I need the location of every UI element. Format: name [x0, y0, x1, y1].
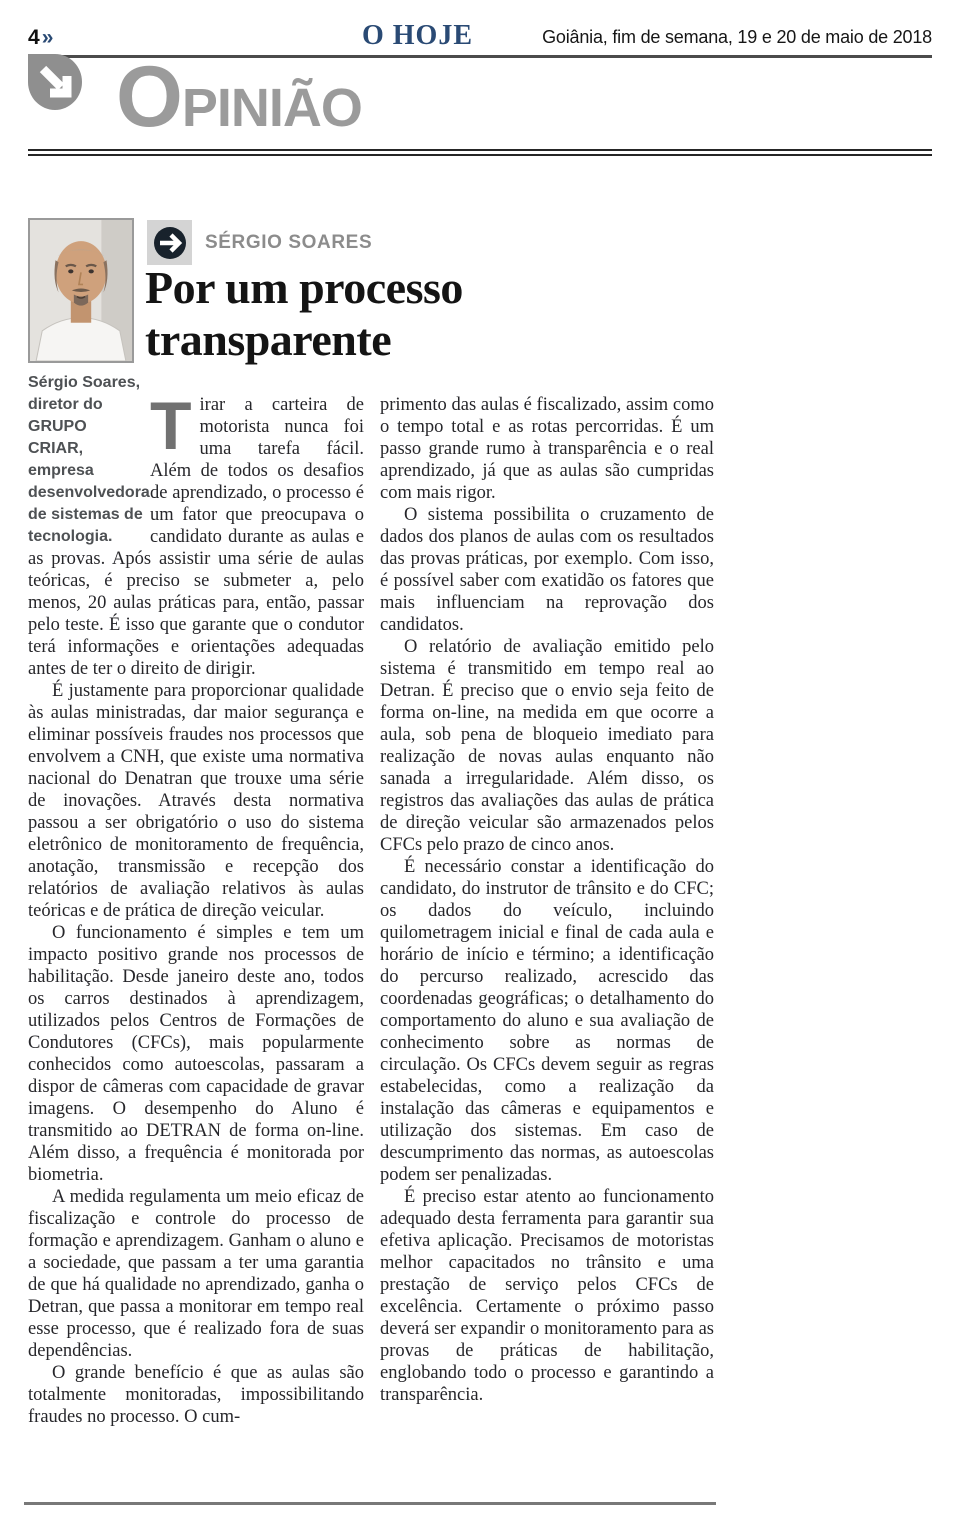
- photo-caption: Sérgio Soares, diretor do GRUPO CRIAR, empresa desenvolvedora de sistemas de tecnologia.: [28, 374, 150, 545]
- paragraph: irar a carteira de motorista nunca foi uma tarefa fácil. Além de todos os desafios de aprendizado, o processo é um fator que preocupava o candidato durante as aulas e as provas. Após assistir uma série de aulas teóricas, é preciso se submeter a, pelo menos, 20 aulas práticas para, então, passar pelo teste. É isso que garante que o condutor terá informações e orientações adequadas antes de ter o direito de dirigir.: [28, 395, 364, 679]
- section-double-rule: [28, 149, 932, 156]
- section-title: [116, 49, 362, 145]
- caption-wrap-spacer: [28, 394, 150, 546]
- section-title-rest: PINIÃO: [181, 78, 362, 138]
- drop-cap: T: [150, 388, 192, 464]
- body-column-right: [380, 394, 714, 1484]
- page-folio: [28, 26, 53, 50]
- page-number: 4: [28, 26, 40, 49]
- paragraph: É justamente para proporcionar qualidade às aulas ministradas, dar maior segurança e eliminar possíveis fraudes nos processos que envolvem a CNH, que existe uma normativa nacional do Denatran que trouxe uma série de inovações. Através desta normativa passou a ser obrigatório o uso do sistema eletrônico de monitoramento de frequência, anotação, transmissão e recepção dos relatórios de avaliação relativos às aulas teóricas e de prática de direção veicular.: [28, 681, 364, 921]
- byline: SÉRGIO SOARES: [205, 232, 373, 253]
- masthead-logo: O HOJE: [362, 20, 474, 51]
- section-arrow-icon: [28, 54, 82, 110]
- paragraph: O grande benefício é que as aulas são totalmente monitoradas, impossibilitando fraudes no processo. O cum-: [28, 1363, 364, 1427]
- paragraph: primento das aulas é fiscalizado, assim como o tempo total e as rotas percorridas. É um passo grande rumo à transparência e o real aprendizado, já que as aulas são cumpridas com mais rigor.: [380, 395, 714, 503]
- author-photo: [28, 218, 134, 363]
- section-title-initial: O: [116, 49, 182, 145]
- paragraph: O relatório de avaliação emitido pelo sistema é transmitido em tempo real ao Detran. É preciso que o envio seja feito de forma on-line, na medida em que ocorre a aula, sob pena de bloqueio imediato para realização de novas aulas enquanto não sanada a irregularidade. Além disso, os registros das avaliações das aulas de prática de direção veicular são armazenados pelos CFCs pelo prazo de cinco anos.: [380, 637, 714, 855]
- paragraph: O sistema possibilita o cruzamento de dados dos planos de aulas com os resultados das provas práticas, por exemplo. Com isso, é possível saber com exatidão os fatores que mais influenciam na reprovação dos candidatos.: [380, 505, 714, 635]
- article-title: Por um processo transparente: [145, 262, 463, 365]
- body-column-left: [28, 388, 364, 1484]
- paragraph: A medida regulamenta um meio eficaz de fiscalização e controle do processo de formação e aprendizagem. Ganham o aluno e a sociedade, que passam a ter uma garantia de que há qualidade no aprendizado, ganha o Detran, que passa a monitorar em tempo real esse processo, que é realizado fora de suas dependências.: [28, 1187, 364, 1361]
- byline-arrow-icon: [147, 220, 192, 265]
- paragraph: É necessário constar a identificação do candidato, do instrutor de trânsito e do CFC; os dados do veículo, incluindo quilometragem inicial e final de cada aula e horário de início e término; a identificação do percurso realizado, acrescido das coordenadas geográficas; o detalhamento do comportamento do aluno e sua avaliação de conhecimento sobre as normas de circulação. Os CFCs devem seguir as regras estabelecidas, como a realização da instalação das câmeras e equipamentos e utilização dos sistemas. Em caso de descumprimento das normas, as autoescolas podem ser penalizadas.: [380, 857, 714, 1185]
- page-arrows: »: [41, 26, 54, 49]
- bottom-rule: [24, 1502, 716, 1505]
- paragraph: O funcionamento é simples e tem um impacto positivo grande nos processos de habilitação. Desde janeiro deste ano, todos os carros destinados à aprendizagem, utilizados pelos Centros de Formações de Condutores (CFCs), mais popularmente conhecidos como autoescolas, passaram a dispor de câmeras com capacidade de gravar imagens. O desempenho do Aluno é transmitido ao DETRAN de forma on-line. Além disso, a frequência é monitorada por biometria.: [28, 923, 364, 1185]
- dateline: Goiânia, fim de semana, 19 e 20 de maio de 2018: [542, 27, 932, 47]
- paragraph: É preciso estar atento ao funcionamento adequado desta ferramenta para garantir sua efetiva aplicação. Precisamos de motoristas melhor capacitados no trânsito e uma prestação de serviço pelos CFCs de excelência. Certamente o próximo passo deverá ser expandir o monitoramento para as provas de práticas de habilitação, englobando todo o processo e garantindo a transparência.: [380, 1187, 714, 1405]
